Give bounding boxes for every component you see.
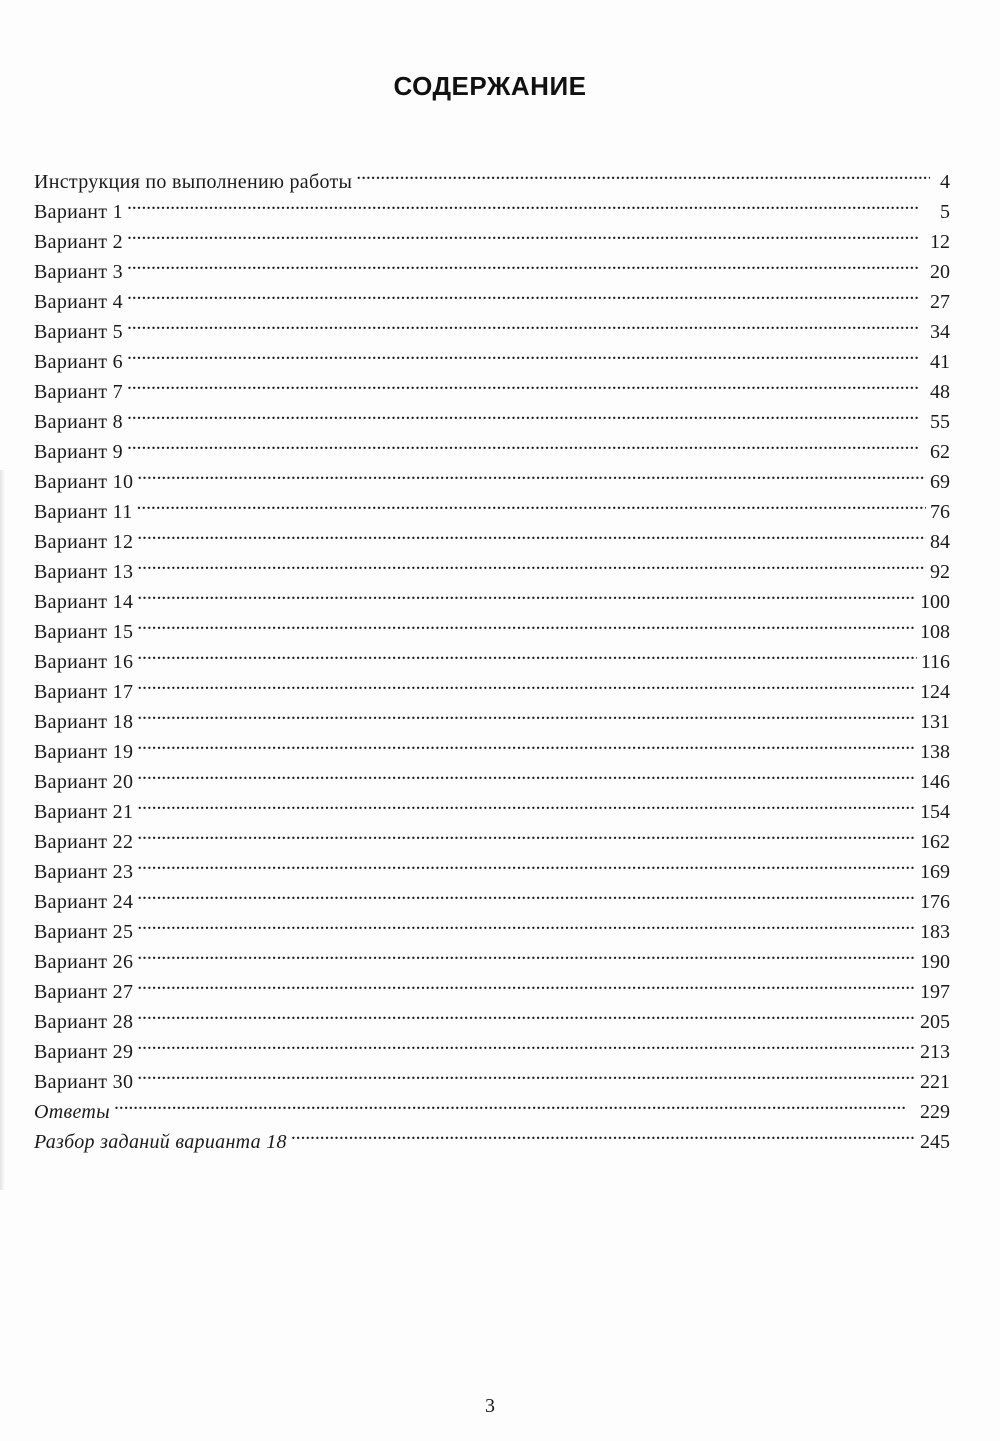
- toc-entry-page: 162: [920, 831, 950, 853]
- toc-entry-label: Вариант 22: [34, 831, 134, 853]
- toc-entry: [34, 758, 950, 793]
- toc-dot-leader: [137, 668, 916, 698]
- toc-dot-leader: [137, 578, 916, 608]
- toc-entry-label: Вариант 3: [34, 261, 123, 283]
- toc-entry: [34, 458, 950, 493]
- toc-entry-label: Вариант 25: [34, 921, 134, 943]
- toc-entry-page: 34: [930, 321, 950, 343]
- toc-dot-leader: [137, 458, 926, 488]
- toc-entry: [34, 398, 950, 433]
- toc-entry-label: Вариант 16: [34, 651, 134, 673]
- toc-dot-leader: [356, 158, 930, 188]
- toc-entry: [34, 728, 950, 763]
- toc-entry-label: Ответы: [34, 1101, 110, 1123]
- toc-entry: [34, 278, 950, 313]
- toc-dot-leader: [137, 938, 916, 968]
- toc-entry-label: Вариант 28: [34, 1011, 134, 1033]
- toc-entry-page: 116: [920, 651, 950, 673]
- toc-entry-label: Вариант 15: [34, 621, 134, 643]
- toc-entry-label: Вариант 5: [34, 321, 123, 343]
- toc-dot-leader: [137, 1028, 916, 1058]
- toc-dot-leader: [127, 308, 926, 338]
- toc-entry-page: 48: [930, 381, 950, 403]
- toc-entry-label: Вариант 26: [34, 951, 134, 973]
- toc-entry-label: Инструкция по выполнению работы: [34, 171, 353, 193]
- toc-entry-label: Вариант 2: [34, 231, 123, 253]
- toc-entry: [34, 428, 950, 463]
- toc-entry-label: Вариант 21: [34, 801, 134, 823]
- toc-dot-leader: [114, 1088, 916, 1118]
- toc-dot-leader: [137, 698, 916, 728]
- toc-dot-leader: [137, 788, 916, 818]
- toc-entry-page: 20: [930, 261, 950, 283]
- toc-entry-page: 131: [920, 711, 950, 733]
- toc-dot-leader: [137, 908, 916, 938]
- toc-entry-page: 245: [920, 1131, 950, 1153]
- toc-entry-page: 12: [930, 231, 950, 253]
- toc-entry-label: Вариант 6: [34, 351, 123, 373]
- toc-entry-label: Вариант 24: [34, 891, 134, 913]
- toc-dot-leader: [137, 968, 916, 998]
- toc-entry-label: Вариант 11: [34, 501, 133, 523]
- toc-entry-page: 138: [920, 741, 950, 763]
- toc-dot-leader: [137, 1058, 916, 1088]
- toc-entry-label: Вариант 9: [34, 441, 123, 463]
- toc-dot-leader: [291, 1118, 916, 1148]
- toc-entry-page: 154: [920, 801, 950, 823]
- toc-entry: [34, 818, 950, 853]
- toc-dot-leader: [137, 488, 927, 518]
- toc-entry-page: 5: [940, 201, 950, 223]
- toc-entry-label: Вариант 12: [34, 531, 134, 553]
- toc-entry: [34, 158, 950, 193]
- toc-entry-label: Вариант 18: [34, 711, 134, 733]
- toc-entry-page: 84: [930, 531, 950, 553]
- toc-entry-label: Вариант 8: [34, 411, 123, 433]
- toc-entry-label: Вариант 14: [34, 591, 134, 613]
- toc-dot-leader: [137, 548, 926, 578]
- toc-entry-page: 100: [920, 591, 950, 613]
- toc-entry-page: 197: [920, 981, 950, 1003]
- toc-entry: [34, 1118, 950, 1153]
- toc-entry-page: 169: [920, 861, 950, 883]
- toc-entry: [34, 368, 950, 403]
- toc-entry-page: 229: [920, 1101, 950, 1123]
- toc-dot-leader: [137, 638, 916, 668]
- toc-entry: [34, 188, 950, 223]
- toc-entry-label: Вариант 17: [34, 681, 134, 703]
- toc-entry-page: 221: [920, 1071, 950, 1093]
- toc-entry-page: 124: [920, 681, 950, 703]
- toc-entry-page: 190: [920, 951, 950, 973]
- toc-dot-leader: [137, 728, 916, 758]
- toc-entry-page: 55: [930, 411, 950, 433]
- toc-entry: [34, 518, 950, 553]
- toc-dot-leader: [137, 848, 916, 878]
- toc-entry-label: Вариант 23: [34, 861, 134, 883]
- toc-entry-page: 146: [920, 771, 950, 793]
- toc-entry: [34, 908, 950, 943]
- toc-entry-page: 205: [920, 1011, 950, 1033]
- toc-entry-page: 27: [930, 291, 950, 313]
- toc-entry: [34, 968, 950, 1003]
- toc-entry: [34, 878, 950, 913]
- toc-entry: [34, 698, 950, 733]
- toc-entry-label: Вариант 30: [34, 1071, 134, 1093]
- toc-dot-leader: [137, 998, 916, 1028]
- toc-entry-page: 62: [930, 441, 950, 463]
- toc-entry: [34, 608, 950, 643]
- toc-dot-leader: [127, 428, 926, 458]
- toc-entry-label: Вариант 29: [34, 1041, 134, 1063]
- toc-entry-label: Вариант 4: [34, 291, 123, 313]
- toc-entry-page: 183: [920, 921, 950, 943]
- scan-edge-shadow: [0, 470, 5, 1190]
- toc-entry-page: 92: [930, 561, 950, 583]
- toc-dot-leader: [137, 758, 916, 788]
- toc-entry-page: 176: [920, 891, 950, 913]
- toc-entry: [34, 338, 950, 373]
- toc-entry: [34, 488, 950, 523]
- toc-entry-label: Вариант 7: [34, 381, 123, 403]
- toc-dot-leader: [127, 248, 926, 278]
- toc-entry-label: Вариант 13: [34, 561, 134, 583]
- toc-entry: [34, 1028, 950, 1063]
- toc-entry: [34, 1058, 950, 1093]
- toc-dot-leader: [137, 608, 916, 638]
- toc-entry: [34, 638, 950, 673]
- toc-dot-leader: [137, 878, 916, 908]
- toc-entry: [34, 938, 950, 973]
- toc-entry-page: 76: [930, 501, 950, 523]
- toc-entry-label: Вариант 20: [34, 771, 134, 793]
- toc-dot-leader: [137, 818, 916, 848]
- toc-dot-leader: [127, 278, 926, 308]
- page-number: 3: [485, 1395, 495, 1417]
- toc-entry: [34, 998, 950, 1033]
- toc-dot-leader: [137, 518, 926, 548]
- toc-entry: [34, 788, 950, 823]
- toc-entry-page: 41: [930, 351, 950, 373]
- toc-dot-leader: [127, 398, 926, 428]
- toc-dot-leader: [127, 368, 926, 398]
- toc-dot-leader: [127, 218, 926, 248]
- toc-entry: [34, 848, 950, 883]
- toc-entry-label: Вариант 10: [34, 471, 134, 493]
- toc-entry: [34, 1088, 950, 1123]
- toc-entry: [34, 548, 950, 583]
- toc-entry-page: 4: [940, 171, 950, 193]
- toc-entry-label: Вариант 27: [34, 981, 134, 1003]
- toc-entry: [34, 668, 950, 703]
- toc-entry-page: 69: [930, 471, 950, 493]
- table-of-contents: [34, 158, 950, 1153]
- toc-entry-page: 108: [920, 621, 950, 643]
- page-title: СОДЕРЖАНИЕ: [393, 71, 587, 102]
- toc-entry: [34, 308, 950, 343]
- toc-entry: [34, 248, 950, 283]
- toc-entry-label: Вариант 19: [34, 741, 134, 763]
- toc-dot-leader: [127, 188, 930, 218]
- toc-entry-page: 213: [920, 1041, 950, 1063]
- toc-entry: [34, 578, 950, 613]
- toc-entry: [34, 218, 950, 253]
- toc-entry-label: Разбор заданий варианта 18: [34, 1131, 287, 1153]
- toc-dot-leader: [127, 338, 926, 368]
- toc-entry-label: Вариант 1: [34, 201, 123, 223]
